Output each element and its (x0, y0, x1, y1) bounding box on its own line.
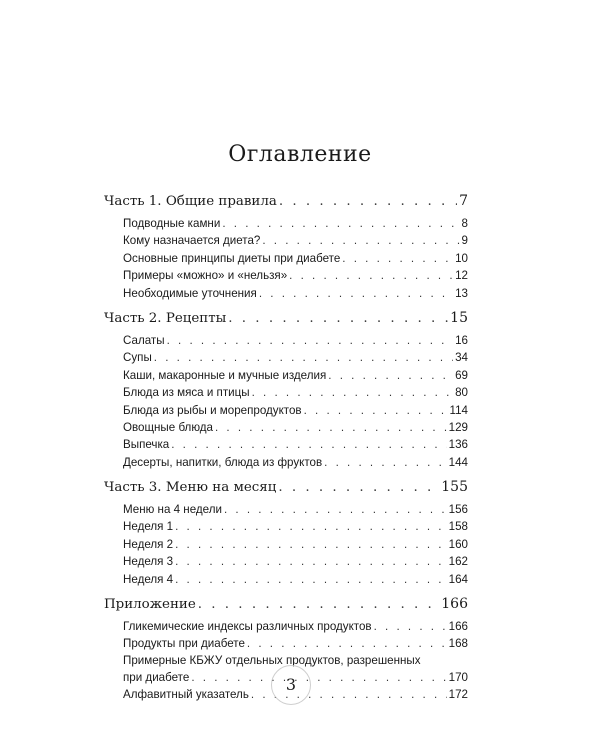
toc-leader-dots (247, 635, 447, 652)
toc-item-label: Неделя 2 (123, 537, 174, 551)
toc-page-number: 15 (450, 309, 468, 326)
toc-page-number: 10 (455, 251, 468, 265)
toc-item-label: Салаты (123, 333, 165, 347)
toc-item-label: Неделя 3 (123, 555, 174, 569)
toc-item[interactable] (104, 384, 468, 401)
toc-leader-dots (328, 367, 453, 384)
toc-item-label: Основные принципы диеты при диабете (123, 251, 341, 265)
toc-page-number: 156 (448, 503, 468, 517)
toc-item[interactable] (104, 402, 468, 419)
page-title: Оглавление (228, 142, 372, 167)
toc-item[interactable] (104, 571, 468, 588)
toc-page-number: 164 (448, 572, 468, 586)
toc-item[interactable] (104, 349, 468, 366)
toc-item-label: Каши, макаронные и мучные изделия (123, 368, 327, 382)
toc-leader-dots (154, 349, 453, 366)
toc-part-2[interactable] (104, 307, 468, 329)
toc-leader-dots (175, 571, 447, 588)
toc-page-number: 34 (455, 351, 468, 365)
toc-leader-dots (198, 594, 440, 616)
toc-leader-dots (191, 669, 446, 686)
toc-page-number: 160 (448, 537, 468, 551)
toc-page-number: 80 (455, 386, 468, 400)
toc-leader-dots (175, 518, 447, 535)
toc-item-label: Алфавитный указатель (123, 688, 249, 702)
toc-page-number: 170 (448, 670, 468, 684)
toc-leader-dots (222, 215, 459, 232)
toc-item-label: Неделя 4 (123, 572, 174, 586)
toc-item[interactable] (104, 618, 468, 635)
toc-item[interactable] (104, 367, 468, 384)
toc-leader-dots (175, 536, 447, 553)
toc-part-label: Часть 1. Общие правила (104, 194, 277, 209)
toc-item[interactable] (104, 215, 468, 232)
toc-leader-dots (279, 191, 457, 213)
toc-leader-dots (228, 308, 448, 330)
toc-item-label: Кому назначается диета? (123, 234, 261, 248)
toc-leader-dots (304, 402, 448, 419)
toc-item-label: Супы (123, 351, 152, 365)
toc-item[interactable] (104, 285, 468, 302)
toc-part-3[interactable] (104, 476, 468, 498)
toc-page-number: 69 (455, 368, 468, 382)
toc-page-number: 13 (455, 286, 468, 300)
toc-item[interactable] (104, 250, 468, 267)
toc-item-label-line1: Примерные КБЖУ отдельных продуктов, разрешенных (123, 653, 421, 667)
toc-item-label: Блюда из мяса и птицы (123, 386, 250, 400)
toc-page-number: 7 (459, 193, 468, 209)
toc-part-label: Часть 2. Рецепты (104, 310, 227, 326)
toc-leader-dots (342, 250, 453, 267)
toc-item-label: Необходимые уточнения (123, 286, 257, 300)
table-of-contents (104, 190, 468, 704)
toc-page-number: 158 (448, 520, 468, 534)
toc-appendix[interactable] (104, 593, 468, 615)
toc-item[interactable] (104, 332, 468, 349)
toc-item[interactable] (104, 536, 468, 553)
toc-leader-dots (171, 436, 446, 453)
toc-item-label: Овощные блюда (123, 420, 213, 434)
toc-leader-dots (167, 332, 454, 349)
toc-page-number: 144 (448, 455, 468, 469)
toc-leader-dots (278, 477, 439, 499)
toc-leader-dots (175, 553, 447, 570)
toc-item[interactable] (104, 267, 468, 284)
toc-page-number: 155 (441, 479, 468, 496)
toc-item-label: Подводные камни (123, 217, 221, 230)
toc-item-label: Неделя 1 (123, 520, 174, 534)
toc-page-number: 166 (448, 620, 468, 634)
toc-page-number: 166 (441, 596, 468, 613)
toc-leader-dots (259, 285, 453, 302)
toc-page-number: 114 (449, 403, 468, 417)
toc-leader-dots (224, 501, 447, 518)
toc-leader-dots (262, 232, 459, 249)
toc-item[interactable] (104, 635, 468, 652)
toc-item[interactable] (104, 553, 468, 570)
toc-item-label: Меню на 4 недели (123, 503, 222, 517)
toc-item-label: Продукты при диабете (123, 637, 245, 651)
toc-part-1[interactable] (104, 190, 468, 212)
toc-item-label: Выпечка (123, 438, 170, 452)
toc-page-number: 16 (455, 333, 468, 347)
toc-page-number: 129 (448, 420, 468, 434)
page-number-badge: 3 (271, 665, 311, 705)
toc-item-label: Десерты, напитки, блюда из фруктов (123, 455, 323, 469)
toc-leader-dots (289, 267, 453, 284)
toc-page-number: 8 (461, 217, 468, 230)
toc-leader-dots (252, 384, 454, 401)
toc-item[interactable] (104, 419, 468, 436)
toc-page-number: 162 (448, 555, 468, 569)
toc-item-label: Гликемические индексы различных продуктов (123, 620, 372, 634)
toc-item[interactable] (104, 454, 468, 471)
toc-page-number: 9 (461, 234, 468, 248)
toc-leader-dots (324, 454, 447, 471)
toc-item[interactable] (104, 501, 468, 518)
toc-page-number: 168 (448, 637, 468, 651)
toc-item[interactable] (104, 436, 468, 453)
toc-part-label: Приложение (104, 597, 196, 613)
toc-leader-dots (374, 618, 447, 635)
toc-part-label: Часть 3. Меню на месяц (104, 480, 277, 496)
toc-item-label: Примеры «можно» и «нельзя» (123, 269, 288, 283)
toc-leader-dots (215, 419, 447, 436)
toc-page-number: 136 (448, 438, 468, 452)
toc-item[interactable] (104, 518, 468, 535)
toc-item-label: Блюда из рыбы и морепродуктов (123, 403, 302, 417)
toc-page-number: 172 (448, 688, 468, 702)
toc-page-number: 12 (455, 269, 468, 283)
toc-item-label: при диабете (123, 670, 190, 684)
toc-item[interactable] (104, 232, 468, 249)
